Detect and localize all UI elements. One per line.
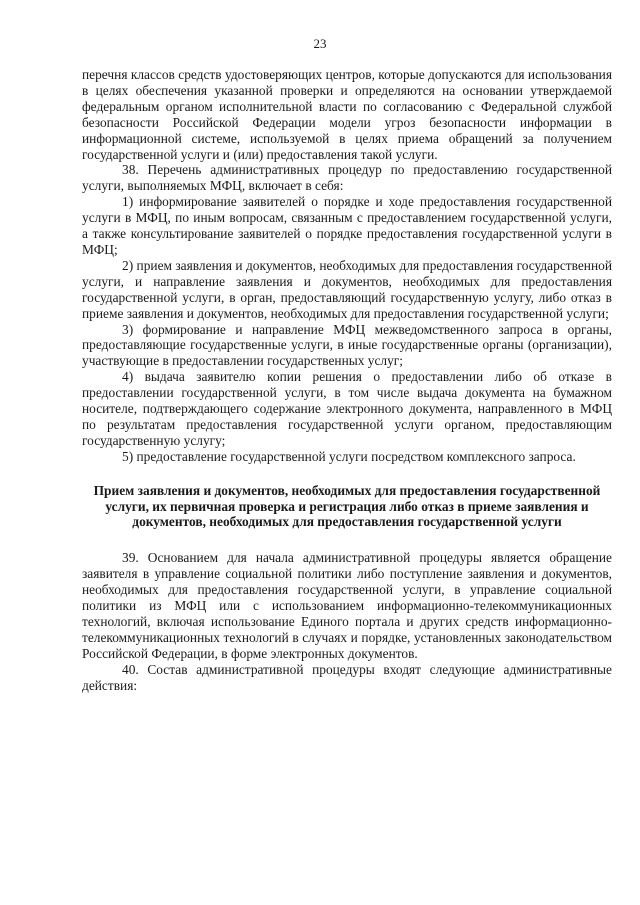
paragraph-continuation: перечня классов средств удостоверяющих центров, которые допускаются для использования в целях обеспечения указанной проверки и определяются на основании утверждаемой федеральным органом исполнительной власти по согласованию с Федеральной службой безопасности Российской Федерации модели угроз безопасности информации в информационной системе, используемой в целях приема обращений за получением государственной услуги и (или) предоставления такой услуги. [82, 67, 612, 162]
list-item-2: 2) прием заявления и документов, необходимых для предоставления государственной услуги, и направление заявления и документов, необходимых для предоставления государственной услуги, в орган, предоставляющий государственную услугу, либо отказ в приеме заявления и документов, необходимых для предоставления государственной услуги; [82, 257, 612, 321]
document-body [82, 67, 612, 694]
paragraph-39: 39. Основанием для начала административной процедуры является обращение заявителя в управление социальной политики либо поступление заявления и документов, необходимых для предоставления государственной услуги, в управление социальной политики из МФЦ или с использованием информационно-телекоммуникационных технологий, включая использование Единого портала и других средств информационно-телекоммуникационных технологий в случаях и порядке, установленных законодательством Российской Федерации, в форме электронных документов. [82, 550, 612, 661]
section-heading: Прием заявления и документов, необходимых для предоставления государственной услуги, их первичная проверка и регистрация либо отказ в приеме заявления и документов, необходимых для предоставления государственной услуги [93, 482, 601, 530]
paragraph-38: 38. Перечень административных процедур по предоставлению государственной услуги, выполняемых МФЦ, включает в себя: [82, 162, 612, 194]
list-item-4: 4) выдача заявителю копии решения о предоставлении либо об отказе в предоставлении государственной услуги, в том числе выдача документа на бумажном носителе, подтверждающего содержание электронного документа, направленного в МФЦ по результатам предоставления государственной услуги органом, предоставляющим государственную услугу; [82, 369, 612, 448]
list-item-1: 1) информирование заявителей о порядке и ходе предоставления государственной услуги в МФЦ, по иным вопросам, связанным с предоставлением государственной услуги, а также консультирование заявителей о порядке предоставления государственной услуги в МФЦ; [82, 194, 612, 257]
page-number: 23 [313, 36, 327, 51]
paragraph-40: 40. Состав административной процедуры входят следующие административные действия: [82, 661, 612, 693]
list-item-3: 3) формирование и направление МФЦ межведомственного запроса в органы, предоставляющие государственные услуги, в иные государственные органы (организации), участвующие в предоставлении государственных услуг; [82, 321, 612, 369]
list-item-5: 5) предоставление государственной услуги посредством комплексного запроса. [122, 448, 576, 464]
